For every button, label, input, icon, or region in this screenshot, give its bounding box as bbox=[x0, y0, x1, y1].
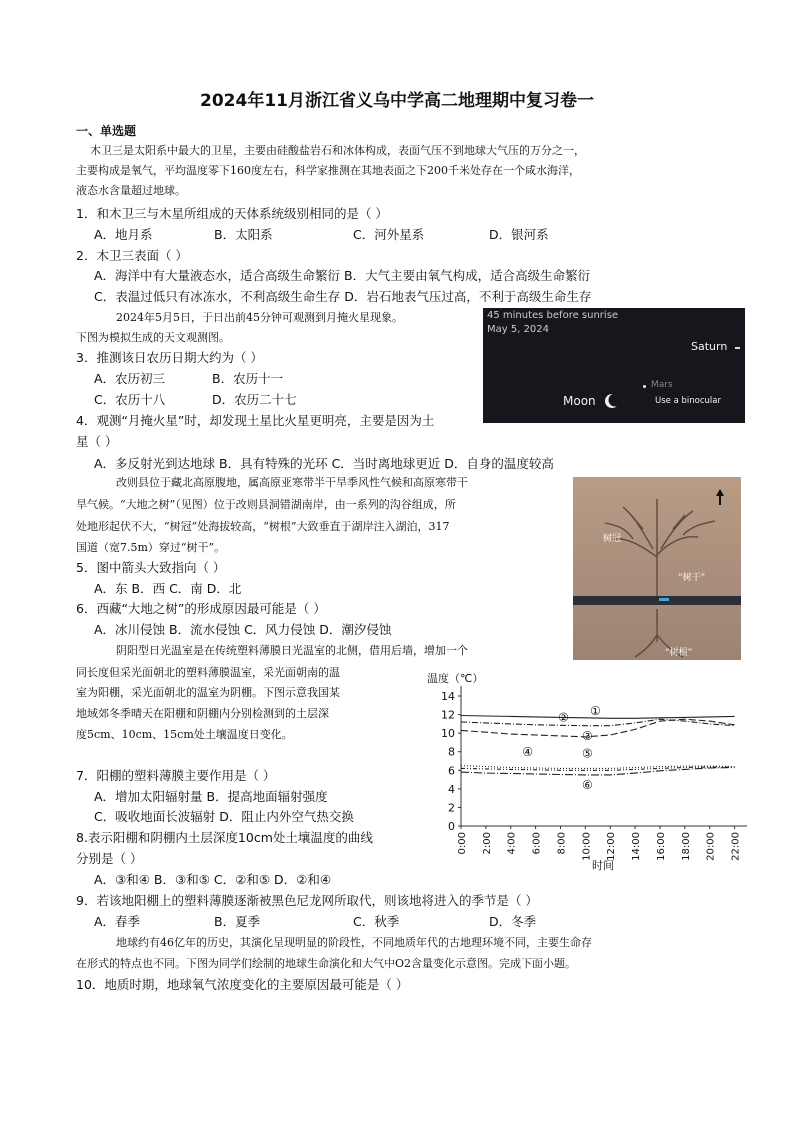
question-5: 5．图中箭头大致指向（ ） bbox=[76, 560, 226, 575]
x-tick-label: 20:00 bbox=[705, 832, 717, 861]
passage-line: 同长度但采光面朝北的塑料薄膜温室，采光面朝南的温 bbox=[76, 666, 340, 679]
question-9: 9．若该地阳棚上的塑料薄膜逐渐被黑色尼龙网所取代，则该地将进入的季节是（ ） bbox=[76, 893, 538, 908]
passage-line: 阴阳型日光温室是在传统塑料薄膜日光温室的北侧，借用后墙，增加一个 bbox=[116, 644, 468, 657]
tree-crown-label: 树冠 bbox=[603, 534, 622, 544]
option: A．春季 bbox=[94, 914, 141, 929]
passage-line: 处地形起伏不大，“树冠”处海拔较高，“树根”大致垂直于湖岸注入湖泊，317 bbox=[76, 520, 450, 533]
question-6: 6．西藏“大地之树”的形成原因最可能是（ ） bbox=[76, 601, 326, 616]
series-line-6 bbox=[461, 768, 735, 775]
question-2-options-line: C．表温过低只有冰冻水，不利高级生命生存 D．岩石地表气压过高，不利于高级生命生存 bbox=[94, 289, 592, 304]
tree-photo-drawing bbox=[573, 477, 741, 660]
earth-tree-aerial-photo bbox=[573, 477, 741, 660]
option: B．夏季 bbox=[214, 914, 261, 929]
question-3: 3．推测该日农历日期大约为（ ） bbox=[76, 350, 263, 365]
option: C．秋季 bbox=[353, 914, 400, 929]
binocular-hint: Use a binocular bbox=[655, 396, 721, 406]
section-heading: 一、单选题 bbox=[76, 124, 137, 138]
y-tick-label: 6 bbox=[448, 764, 455, 778]
x-tick-label: 6:00 bbox=[531, 832, 543, 855]
moon-label: Moon bbox=[563, 394, 596, 408]
passage-line: 地域郊冬季晴天在阳棚和阴棚内分别检测到的土层深 bbox=[76, 707, 329, 720]
y-tick-label: 10 bbox=[441, 727, 455, 741]
question-9-options bbox=[94, 912, 536, 930]
x-tick-label: 22:00 bbox=[730, 832, 742, 861]
series-label: ① bbox=[589, 703, 601, 718]
question-1-options bbox=[94, 225, 549, 243]
series-line-4 bbox=[461, 766, 735, 769]
passage-line: 地球约有46亿年的历史，其演化呈现明显的阶段性，不同地质年代的古地理环境不同，主要生命存 bbox=[116, 936, 592, 949]
tree-root-label: “树根” bbox=[665, 648, 693, 658]
question-4-cont: 星（ ） bbox=[76, 434, 118, 449]
option: C．河外星系 bbox=[353, 227, 425, 242]
option: B．农历十一 bbox=[212, 371, 284, 386]
x-tick-label: 12:00 bbox=[606, 832, 618, 861]
x-axis-label: 时间 bbox=[592, 859, 614, 872]
tree-trunk-label: “树干” bbox=[678, 573, 706, 583]
series-label: ⑤ bbox=[581, 746, 593, 761]
y-tick-label: 0 bbox=[448, 820, 455, 833]
y-tick-label: 14 bbox=[441, 690, 455, 703]
moon-crescent-icon bbox=[603, 392, 621, 410]
sky-observation-image bbox=[483, 308, 745, 423]
page-title: 2024年11月浙江省义乌中学高二地理期中复习卷一 bbox=[200, 91, 594, 111]
series-label: ③ bbox=[581, 728, 593, 743]
question-4-options: A．多反射光到达地球 B．具有特殊的光环 C．当时离地球更近 D．自身的温度较高 bbox=[94, 456, 554, 471]
option: D．银河系 bbox=[489, 227, 549, 242]
saturn-label: Saturn bbox=[691, 340, 728, 353]
question-10: 10．地质时期，地球氧气浓度变化的主要原因最可能是（ ） bbox=[76, 977, 409, 992]
question-5-options: A．东 B．西 C．南 D．北 bbox=[94, 581, 242, 596]
passage-line: 2024年5月5日，于日出前45分钟可观测到月掩火星现象。 bbox=[116, 311, 403, 324]
passage-line: 国道（宽7.5m）穿过“树干”。 bbox=[76, 541, 226, 554]
y-tick-label: 8 bbox=[448, 745, 455, 759]
soil-temperature-chart bbox=[425, 668, 755, 873]
option: A．地月系 bbox=[94, 227, 153, 242]
passage-line: 下图为模拟生成的天文观测图。 bbox=[76, 331, 230, 344]
option: C．农历十八 bbox=[94, 392, 166, 407]
passage-line: 度5cm、10cm、15cm处土壤温度日变化。 bbox=[76, 728, 293, 741]
x-tick-label: 4:00 bbox=[506, 832, 518, 855]
option: D．农历二十七 bbox=[212, 392, 297, 407]
option: A．农历初三 bbox=[94, 371, 166, 386]
sky-caption-line2: May 5, 2024 bbox=[487, 324, 550, 335]
option: B．太阳系 bbox=[214, 227, 273, 242]
question-8-options: A．③和④ B．③和⑤ C．②和⑤ D．②和④ bbox=[94, 872, 332, 887]
series-label: ⑥ bbox=[581, 777, 593, 792]
x-tick-label: 16:00 bbox=[655, 832, 667, 861]
sky-caption-line1: 45 minutes before sunrise bbox=[487, 310, 619, 321]
passage-line: 室为阳棚，采光面朝北的温室为阴棚。下图示意我国某 bbox=[76, 686, 340, 699]
question-8: 8.表示阳棚和阴棚内土层深度10cm处土壤温度的曲线 bbox=[76, 830, 373, 845]
question-7-options-line: A．增加太阳辐射量 B．提高地面辐射强度 bbox=[94, 789, 328, 804]
question-8-cont: 分别是（ ） bbox=[76, 851, 143, 866]
x-tick-label: 2:00 bbox=[481, 832, 493, 855]
question-7-options-line: C．吸收地面长波辐射 D．阻止内外空气热交换 bbox=[94, 809, 354, 824]
passage-line: 主要构成是氧气，平均温度零下160度左右，科学家推测在其地表面之下200千米处存在一个咸水海洋， bbox=[76, 164, 580, 177]
question-3-options bbox=[94, 390, 297, 408]
x-tick-label: 18:00 bbox=[680, 832, 692, 861]
passage-line: 改则县位于藏北高原腹地，属高原亚寒带半干旱季风性气候和高原寒带干 bbox=[116, 476, 468, 489]
passage-line: 木卫三是太阳系中最大的卫星，主要由硅酸盐岩石和冰体构成，表面气压不到地球大气压的万分之一， bbox=[90, 144, 585, 157]
y-tick-label: 12 bbox=[441, 708, 455, 722]
option: D．冬季 bbox=[489, 914, 537, 929]
y-axis-label: 温度（℃） bbox=[427, 672, 484, 685]
mars-dot bbox=[643, 385, 646, 388]
passage-line: 液态水含量超过地球。 bbox=[76, 184, 186, 197]
question-6-options: A．冰川侵蚀 B．流水侵蚀 C．风力侵蚀 D．潮汐侵蚀 bbox=[94, 622, 392, 637]
passage-line: 旱气候。“大地之树”（见图）位于改则县洞错湖南岸，由一系列的沟谷组成，所 bbox=[76, 498, 456, 511]
series-label: ④ bbox=[522, 744, 533, 759]
question-3-options bbox=[94, 369, 283, 387]
passage-line: 在形式的特点也不同。下图为同学们绘制的地球生命演化和大气中O2含量变化示意图。完成下面小题。 bbox=[76, 957, 577, 970]
y-tick-label: 4 bbox=[448, 782, 455, 796]
question-7: 7．阳棚的塑料薄膜主要作用是（ ） bbox=[76, 768, 276, 783]
saturn-marker bbox=[735, 347, 740, 349]
question-2: 2．木卫三表面（ ） bbox=[76, 248, 188, 263]
series-label: ② bbox=[558, 710, 569, 725]
series-line-5 bbox=[461, 767, 735, 770]
x-tick-label: 0:00 bbox=[457, 832, 468, 855]
question-4: 4．观测“月掩火星”时，却发现土星比火星更明亮，主要是因为土 bbox=[76, 413, 435, 428]
x-tick-label: 10:00 bbox=[581, 832, 593, 861]
question-2-options-line: A．海洋中有大量液态水，适合高级生命繁衍 B．大气主要由氧气构成，适合高级生命繁衍 bbox=[94, 268, 591, 283]
y-tick-label: 2 bbox=[448, 801, 455, 815]
x-tick-label: 14:00 bbox=[631, 832, 643, 861]
x-tick-label: 8:00 bbox=[556, 832, 568, 855]
question-1: 1．和木卫三与木星所组成的天体系统级别相同的是（ ） bbox=[76, 206, 388, 221]
mars-label: Mars bbox=[651, 380, 673, 390]
